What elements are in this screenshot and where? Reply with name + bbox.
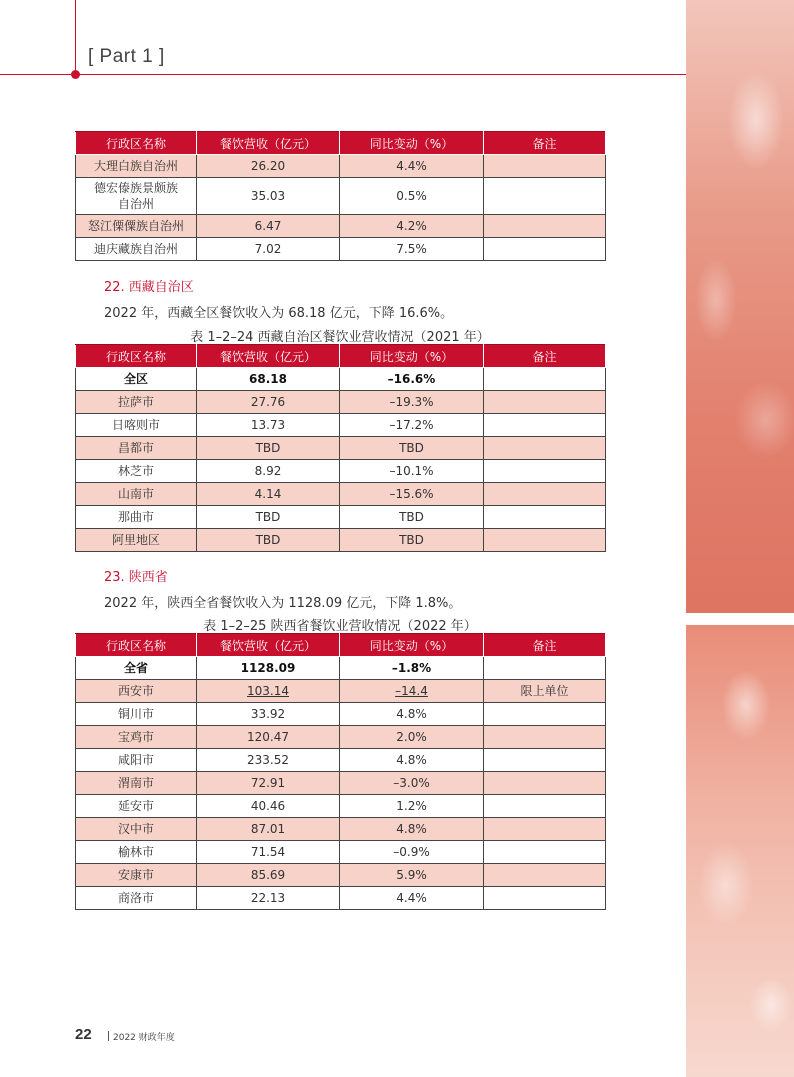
col-header-region: 行政区名称 xyxy=(76,132,197,155)
col-header-note: 备注 xyxy=(484,634,606,657)
table-yunnan-continued xyxy=(75,131,606,261)
col-header-revenue: 餐饮营收（亿元） xyxy=(197,132,340,155)
table-row: 阿里地区 TBD TBD xyxy=(76,529,606,552)
table-row: 昌都市 TBD TBD xyxy=(76,437,606,460)
section-heading-tibet: 22. 西藏自治区 xyxy=(104,280,194,295)
col-header-note: 备注 xyxy=(484,345,606,368)
page-number: 22 xyxy=(75,1026,92,1043)
table-row: 德宏傣族景颇族 自治州 35.03 0.5% xyxy=(76,178,606,215)
col-header-region: 行政区名称 xyxy=(76,634,197,657)
part-label: [ Part 1 ] xyxy=(88,46,165,67)
side-photo-strip xyxy=(686,0,794,1077)
table-row: 宝鸡市 120.47 2.0% xyxy=(76,726,606,749)
table-row: 山南市 4.14 –15.6% xyxy=(76,483,606,506)
table-row-total: 全省 1128.09 –1.8% xyxy=(76,657,606,680)
section-heading-shaanxi: 23. 陕西省 xyxy=(104,570,168,585)
header-horizontal-rule xyxy=(0,74,686,75)
table-row: 迪庆藏族自治州 7.02 7.5% xyxy=(76,238,606,261)
table-row: 林芝市 8.92 –10.1% xyxy=(76,460,606,483)
table-row: 日喀则市 13.73 –17.2% xyxy=(76,414,606,437)
col-header-note: 备注 xyxy=(484,132,606,155)
table-row: 大理白族自治州 26.20 4.4% xyxy=(76,155,606,178)
table-row: 拉萨市 27.76 –19.3% xyxy=(76,391,606,414)
table-caption-tibet: 表 1–2–24 西藏自治区餐饮业营收情况（2021 年） xyxy=(190,330,490,345)
side-photo-bottom xyxy=(686,625,794,1077)
table-row: 铜川市 33.92 4.8% xyxy=(76,703,606,726)
col-header-region: 行政区名称 xyxy=(76,345,197,368)
table-row: 榆林市 71.54 –0.9% xyxy=(76,841,606,864)
paragraph-tibet: 2022 年，西藏全区餐饮收入为 68.18 亿元，下降 16.6%。 xyxy=(104,306,454,321)
table-caption-shaanxi: 表 1–2–25 陕西省餐饮业营收情况（2022 年） xyxy=(203,619,477,634)
table-row: 那曲市 TBD TBD xyxy=(76,506,606,529)
header-dot xyxy=(71,70,80,79)
footer-text: 2022 财政年度 xyxy=(113,1033,175,1043)
col-header-revenue: 餐饮营收（亿元） xyxy=(197,634,340,657)
col-header-revenue: 餐饮营收（亿元） xyxy=(197,345,340,368)
table-row: 商洛市 22.13 4.4% xyxy=(76,887,606,910)
col-header-change: 同比变动（%） xyxy=(340,132,484,155)
table-row: 安康市 85.69 5.9% xyxy=(76,864,606,887)
table-row: 渭南市 72.91 –3.0% xyxy=(76,772,606,795)
table-row: 西安市 103.14 –14.4 限上单位 xyxy=(76,680,606,703)
footer-separator xyxy=(108,1031,109,1041)
table-tibet xyxy=(75,344,606,552)
table-row: 怒江傈僳族自治州 6.47 4.2% xyxy=(76,215,606,238)
table-shaanxi xyxy=(75,633,606,910)
table-row: 汉中市 87.01 4.8% xyxy=(76,818,606,841)
table-row-total: 全区 68.18 –16.6% xyxy=(76,368,606,391)
col-header-change: 同比变动（%） xyxy=(340,634,484,657)
paragraph-shaanxi: 2022 年，陕西全省餐饮收入为 1128.09 亿元，下降 1.8%。 xyxy=(104,596,462,611)
side-photo-top xyxy=(686,0,794,613)
table-row: 延安市 40.46 1.2% xyxy=(76,795,606,818)
col-header-change: 同比变动（%） xyxy=(340,345,484,368)
header-vertical-rule xyxy=(75,0,76,74)
table-row: 咸阳市 233.52 4.8% xyxy=(76,749,606,772)
